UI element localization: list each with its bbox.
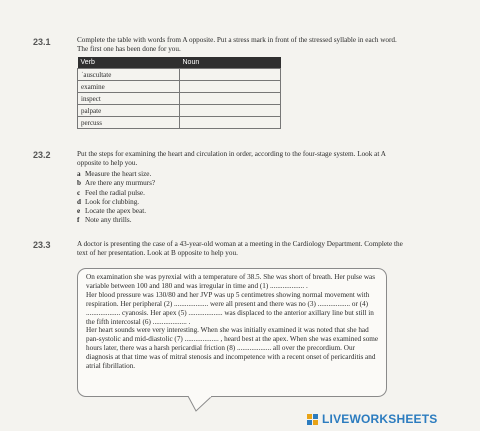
- step-letter: a: [77, 170, 81, 178]
- case-presentation-text: On examination she was pyrexial with a temperature of 38.5. She was short of breath. Her pulse was variable between 100 and 180 and was irregular in time and (1) ................... . Her blood pressure was 130/80 and her JVP was up 5 centimetres showing normal movement with respiration. Her peripheral (2) ................... were all present and there was no (3) .................. or (4) ................... cyanosis. Her apex (5) ................... was displaced to the anterior axillary line but still in the fifth intercostal (6) ................... . Her heart sounds were very interesting. When she was initially examined it was noted that she had pan-systolic and mid-diastolic (7) ................... , heard best at the apex. When she was examined some hours later, there was a harsh pericardial friction (8) ................... all over the precordium. Our diagnosis at that time was of mitral stenosis and incompetence with a recent onset of pericarditis and atrial fibrillation.: [86, 273, 379, 371]
- steps-list: [77, 170, 155, 226]
- step-letter: c: [77, 188, 81, 197]
- step-letter: f: [77, 216, 80, 225]
- verb-cell: inspect: [78, 93, 180, 105]
- table-row: [78, 81, 281, 93]
- step-text: Look for clubbing.: [85, 197, 140, 206]
- verb-cell: percuss: [78, 117, 180, 129]
- list-item: [77, 216, 155, 225]
- exercise-instruction-23-1: Complete the table with words from A opposite. Put a stress mark in front of the stressed syllable in each word. The first one has been done for you.: [77, 36, 397, 53]
- step-letter: d: [77, 197, 81, 206]
- list-item: [77, 179, 155, 188]
- verb-cell: ˈauscultate: [78, 69, 180, 81]
- verb-column-header: Verb: [78, 57, 180, 69]
- verb-cell: palpate: [78, 105, 180, 117]
- exercise-number-23-3: 23.3: [33, 240, 51, 250]
- step-letter: e: [77, 207, 81, 216]
- table-header-row: [78, 57, 281, 69]
- list-item: [77, 189, 155, 198]
- table-row: [78, 105, 281, 117]
- table-row: [78, 69, 281, 81]
- table-row: [78, 93, 281, 105]
- noun-column-header: Noun: [180, 57, 281, 69]
- exercise-instruction-23-3: A doctor is presenting the case of a 43-year-old woman at a meeting in the Cardiology Department. Complete the text of her presentation. Look at B opposite to help you.: [77, 240, 403, 257]
- speech-bubble-tail-icon: [188, 396, 218, 412]
- liveworksheets-logo-icon: [307, 414, 319, 426]
- list-item: [77, 198, 155, 207]
- noun-answer-cell[interactable]: [180, 81, 281, 93]
- list-item: [77, 207, 155, 216]
- table-row: [78, 117, 281, 129]
- exercise-number-23-2: 23.2: [33, 150, 51, 160]
- noun-answer-cell[interactable]: [180, 105, 281, 117]
- exercise-number-23-1: 23.1: [33, 37, 51, 47]
- noun-answer-cell[interactable]: [180, 93, 281, 105]
- step-text: Feel the radial pulse.: [85, 188, 145, 197]
- noun-answer-cell[interactable]: [180, 69, 281, 81]
- step-letter: b: [77, 179, 81, 188]
- step-text: Note any thrills.: [85, 216, 132, 225]
- step-text: Are there any murmurs?: [85, 179, 156, 188]
- step-text: Measure the heart size.: [85, 170, 152, 178]
- noun-answer-cell[interactable]: [180, 117, 281, 129]
- list-item: [77, 170, 155, 179]
- step-text: Locate the apex beat.: [85, 207, 147, 216]
- verb-cell: examine: [78, 81, 180, 93]
- liveworksheets-logo[interactable]: LIVEWORKSHEETS: [322, 412, 438, 426]
- verb-noun-table: [77, 57, 281, 129]
- exercise-instruction-23-2: Put the steps for examining the heart and circulation in order, according to the four-stage system. Look at A opposite to help you.: [77, 150, 386, 167]
